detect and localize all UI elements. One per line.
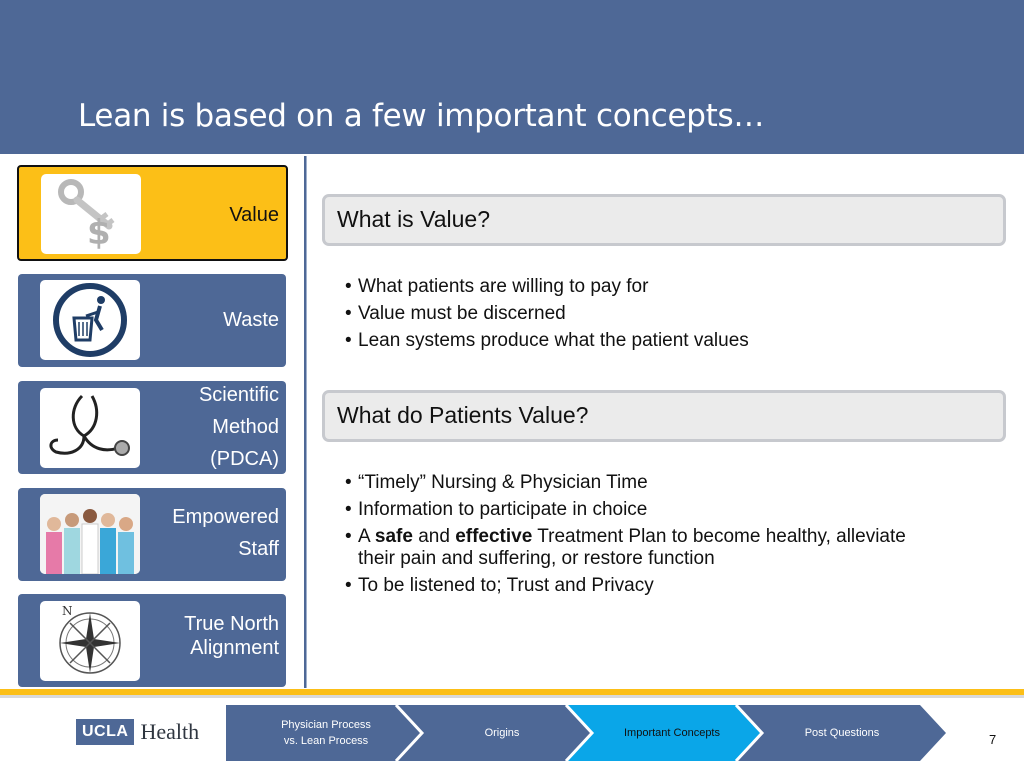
compass-icon xyxy=(40,601,140,681)
section-title: What is Value? xyxy=(337,206,490,232)
sidebar-label-value: Value xyxy=(229,204,279,226)
svg-text:$: $ xyxy=(87,213,111,253)
sidebar-label-waste: Waste xyxy=(223,309,279,331)
trash-bin-icon xyxy=(40,280,140,360)
svg-text:N: N xyxy=(62,604,73,618)
sidebar-label-scientific-method: Scientific Method (PDCA) xyxy=(198,384,279,470)
sidebar-item-waste[interactable] xyxy=(18,274,286,367)
nav-tab-post-questions[interactable]: Post Questions xyxy=(804,727,880,739)
slide-title: Lean is based on a few important concepts… xyxy=(78,98,765,134)
sidebar-label-empowered-staff: Empowered Staff xyxy=(172,506,279,560)
bullet-list-patients-value xyxy=(345,469,906,599)
list-item: • Value must be discerned xyxy=(345,303,566,324)
nav-tab-physician-process[interactable]: Physician Process vs. Lean Process xyxy=(281,719,371,747)
section-title: What do Patients Value? xyxy=(337,402,589,428)
bullet-list-value xyxy=(345,273,749,354)
list-item: • What patients are willing to pay for xyxy=(345,276,649,297)
list-item: • A safe and effective Treatment Plan to become healthy, alleviate their pain and suffering, or restore function xyxy=(345,526,906,569)
list-item: • Lean systems produce what the patient values xyxy=(345,330,749,351)
list-item: • Information to participate in choice xyxy=(345,499,648,520)
list-item: • “Timely” Nursing & Physician Time xyxy=(345,472,648,493)
staff-group-icon xyxy=(40,494,140,574)
stethoscope-icon xyxy=(40,388,140,468)
sidebar-item-value[interactable] xyxy=(17,165,288,261)
ucla-health-logo: UCLA Health xyxy=(76,719,199,745)
sidebar-item-true-north[interactable] xyxy=(18,594,286,687)
list-item: • To be listened to; Trust and Privacy xyxy=(345,575,654,596)
section-header-what-is-value xyxy=(322,194,1006,246)
page-number: 7 xyxy=(989,732,997,747)
vertical-divider xyxy=(304,156,307,688)
sidebar-item-scientific-method[interactable] xyxy=(18,381,286,474)
key-dollar-icon xyxy=(41,174,141,254)
nav-tab-important-concepts[interactable]: Important Concepts xyxy=(624,727,720,739)
footer-gray-divider xyxy=(0,695,1024,698)
sidebar-label-true-north: True North Alignment xyxy=(184,613,279,659)
nav-tab-origins[interactable]: Origins xyxy=(484,727,520,739)
sidebar-item-empowered-staff[interactable] xyxy=(18,488,286,581)
section-header-what-do-patients-value xyxy=(322,390,1006,442)
